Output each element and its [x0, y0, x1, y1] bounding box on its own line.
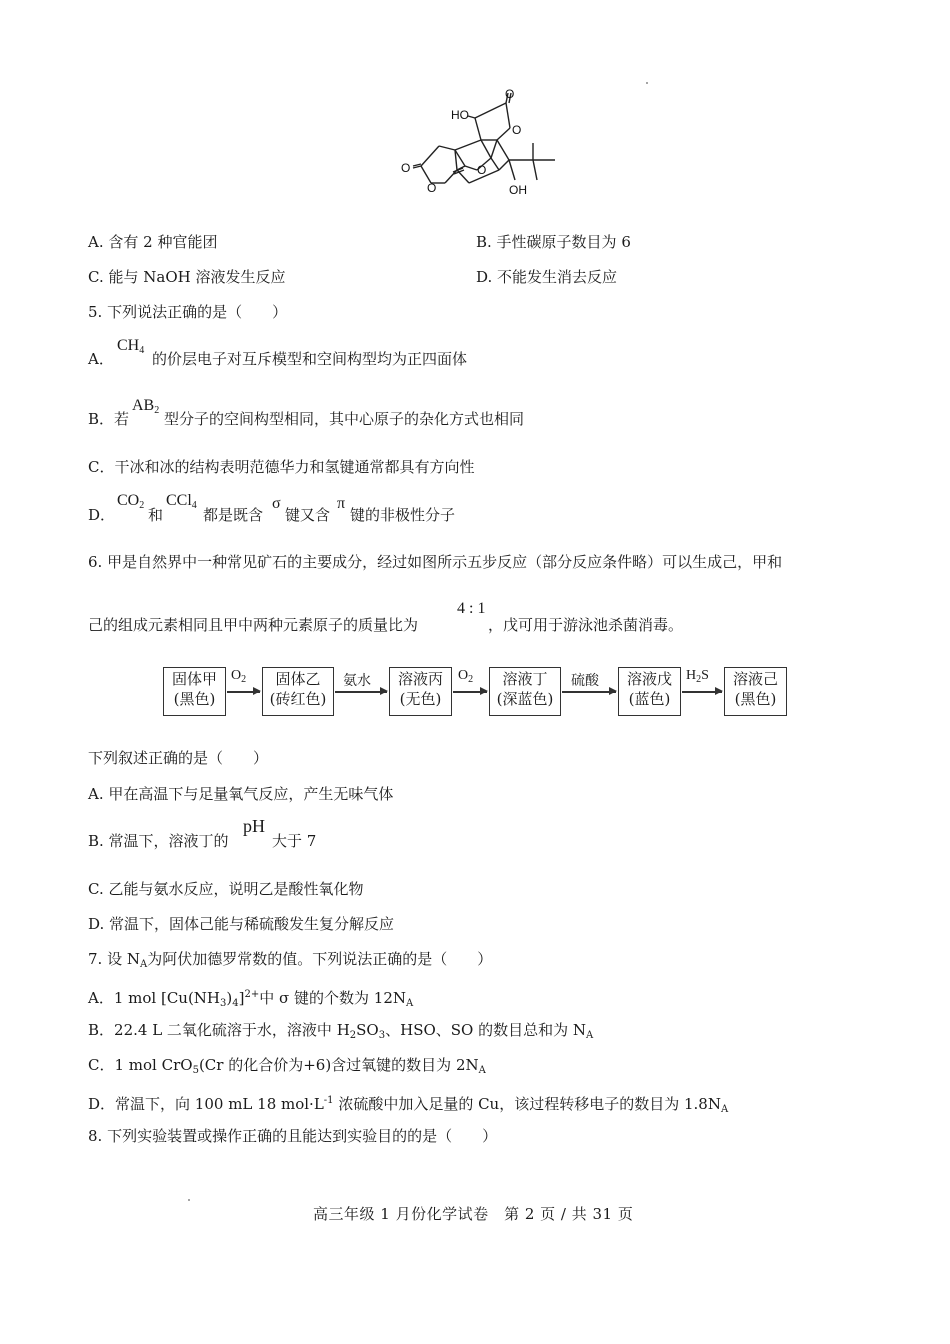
flow-box-name: 固体甲 — [171, 670, 217, 688]
q7-option-a: A．1 mol $[Cu(NH_3)_4]^{2+}$中 σ 键的个数为 $12N_A$ — [88, 989, 414, 1009]
formula-ch4 — [117, 337, 144, 356]
subscript: 2 — [696, 674, 702, 685]
reagent-text: O — [231, 668, 242, 683]
option-text: ) — [226, 989, 233, 1007]
stray-mark — [646, 82, 648, 84]
subscript: 2 — [154, 405, 160, 416]
q5-option-d: D． — [88, 506, 116, 524]
q6-option-b: B. 常温下，溶液丁的 — [88, 832, 229, 850]
superscript: -1 — [323, 1095, 334, 1106]
pi-symbol: π — [337, 495, 346, 512]
stem-text: 为阿伏加德罗常数的值。下列说法正确的是（ ） — [147, 950, 493, 968]
flow-box-bing — [389, 667, 452, 716]
flow-arrow — [335, 691, 387, 693]
q5-option-d-text2: 键又含 — [285, 506, 331, 524]
flow-arrow — [562, 691, 616, 693]
mass-ratio: 4 : 1 — [457, 600, 486, 617]
formula-ab2 — [132, 397, 159, 416]
structure-label: HO — [451, 108, 469, 122]
subscript: A — [586, 1030, 594, 1041]
option-text: (Cr 的化合价为+6)含过氧键的数目为 2N — [198, 1056, 479, 1074]
q4-option-d: D. 不能发生消去反应 — [476, 268, 618, 286]
option-text: B．22.4 L 二氧化硫溶于水，溶液中 H — [88, 1021, 350, 1039]
flow-box-color: (黑色) — [173, 690, 216, 708]
q6-option-a: A. 甲在高温下与足量氧气反应，产生无味气体 — [88, 785, 394, 803]
option-prefix: A． — [88, 350, 114, 368]
q6-stem-line1: 6. 甲是自然界中一种常见矿石的主要成分，经过如图所示五步反应（部分反应条件略）可以生成己，甲和 — [88, 553, 783, 571]
flow-box-name: 溶液戊 — [626, 670, 672, 688]
subscript: 3 — [378, 1030, 386, 1041]
reagent-text: H — [686, 668, 697, 683]
reagent-ammonia: 氨水 — [343, 673, 371, 689]
option-text: 中 σ 键的个数为 12N — [259, 989, 406, 1007]
conjunction: 和 — [148, 506, 164, 524]
option-text: 、HSO、SO 的数目总和为 N — [385, 1021, 586, 1039]
q6-option-d: D. 常温下，固体己能与稀硫酸发生复分解反应 — [88, 915, 395, 933]
q7-option-b — [88, 1020, 593, 1046]
subscript: 4 — [232, 998, 239, 1009]
structure-label: O — [512, 123, 522, 137]
molecule-structure — [395, 88, 570, 203]
option-text: D．常温下，向 100 mL 18 mol·L — [88, 1095, 324, 1113]
flow-box-jia — [163, 667, 226, 716]
structure-label: OH — [509, 183, 527, 197]
structure-label: O — [427, 181, 437, 195]
flow-arrow — [682, 691, 722, 693]
q5-option-a — [88, 349, 114, 369]
flow-box-color: (无色) — [399, 690, 442, 708]
q5-option-b-text: 型分子的空间构型相同，其中心原子的杂化方式也相同 — [164, 410, 525, 428]
formula-text: CO — [117, 492, 140, 509]
formula-co2 — [117, 492, 144, 511]
option-text: A．1 mol [Cu(NH — [88, 989, 221, 1007]
q4-option-a: A. 含有 2 种官能团 — [88, 233, 218, 251]
flow-box-color: (深蓝色) — [496, 690, 554, 708]
formula-text: CH — [117, 337, 140, 354]
q5-option-c: C．干冰和冰的结构表明范德华力和氢键通常都具有方向性 — [88, 458, 475, 476]
q5-option-a-text: 的价层电子对互斥模型和空间构型均为正四面体 — [152, 350, 468, 368]
stem-text: 7. 设 N — [88, 950, 140, 968]
option-text: C．1 mol CrO — [88, 1056, 193, 1074]
subscript: 2 — [349, 1030, 357, 1041]
formula-text: AB — [132, 397, 155, 414]
q4-option-c: C. 能与 NaOH 溶液发生反应 — [88, 268, 286, 286]
subscript: 2 — [241, 674, 247, 685]
flow-box-ji — [724, 667, 787, 716]
q8-stem: 8. 下列实验装置或操作正确的且能达到实验目的的是（ ） — [88, 1127, 498, 1145]
subscript: A — [720, 1104, 729, 1115]
flow-box-ding — [489, 667, 561, 716]
q6-option-c: C. 乙能与氨水反应，说明乙是酸性氧化物 — [88, 880, 364, 898]
subscript: 2 — [468, 674, 474, 685]
stray-mark — [188, 1199, 190, 1201]
subscript: 2 — [139, 500, 145, 511]
flow-box-name: 溶液丁 — [502, 670, 548, 688]
reagent-h2s — [686, 668, 709, 685]
q7-option-c — [88, 1055, 486, 1081]
reagent-o2 — [231, 668, 246, 685]
flow-box-color: (黑色) — [734, 690, 777, 708]
structure-label: O — [401, 161, 411, 175]
flow-box-color: (蓝色) — [628, 690, 671, 708]
reagent-text: S — [701, 668, 709, 683]
option-text: 浓硫酸中加入足量的 Cu，该过程转移电子的数目为 1.8N — [333, 1095, 721, 1113]
q4-option-b: B. 手性碳原子数目为 6 — [476, 233, 631, 251]
flow-arrow — [453, 691, 487, 693]
flow-arrow — [227, 691, 260, 693]
sigma-symbol: σ — [272, 495, 281, 512]
flow-box-yi — [262, 667, 334, 716]
q5-option-b: B．若 — [88, 410, 130, 428]
reagent-sulfuric-acid: 硫酸 — [571, 673, 599, 689]
subscript: A — [406, 998, 414, 1009]
subscript: A — [478, 1065, 486, 1076]
structure-label: O — [477, 163, 487, 177]
q6-stem-line2a: 己的组成元素相同且甲中两种元素原子的质量比为 — [88, 616, 419, 634]
flow-box-name: 溶液丙 — [397, 670, 443, 688]
subscript: 5 — [192, 1065, 199, 1076]
subscript: 4 — [191, 500, 197, 511]
page-footer: 高三年级 1 月份化学试卷 第 2 页 / 共 31 页 — [313, 1205, 634, 1223]
q5-option-d-text1: 都是既含 — [203, 506, 264, 524]
q5-stem: 5. 下列说法正确的是（ ） — [88, 303, 288, 321]
ph-symbol: pH — [243, 816, 265, 836]
subscript: A — [139, 959, 148, 970]
flow-box-color: (砖红色) — [269, 690, 327, 708]
reagent-o2 — [458, 668, 473, 685]
option-text: SO — [356, 1021, 379, 1039]
structure-label: O — [505, 88, 515, 101]
superscript: 2+ — [244, 989, 260, 1000]
formula-text: CCl — [166, 492, 192, 509]
q5-option-d-text3: 键的非极性分子 — [350, 506, 456, 524]
flow-box-name: 溶液己 — [732, 670, 778, 688]
q6-option-b-end: 大于 7 — [272, 832, 317, 850]
formula-ccl4 — [166, 492, 197, 511]
q7-stem — [88, 949, 492, 975]
subscript: 3 — [220, 998, 227, 1009]
flow-box-name: 固体乙 — [275, 670, 321, 688]
q7-option-d — [88, 1091, 728, 1120]
flow-box-wu — [618, 667, 681, 716]
q6-stem-line2b: ，戊可用于游泳池杀菌消毒。 — [488, 616, 684, 634]
q6-ask: 下列叙述正确的是（ ） — [88, 749, 269, 767]
subscript: 4 — [139, 345, 145, 356]
reagent-text: O — [458, 668, 469, 683]
